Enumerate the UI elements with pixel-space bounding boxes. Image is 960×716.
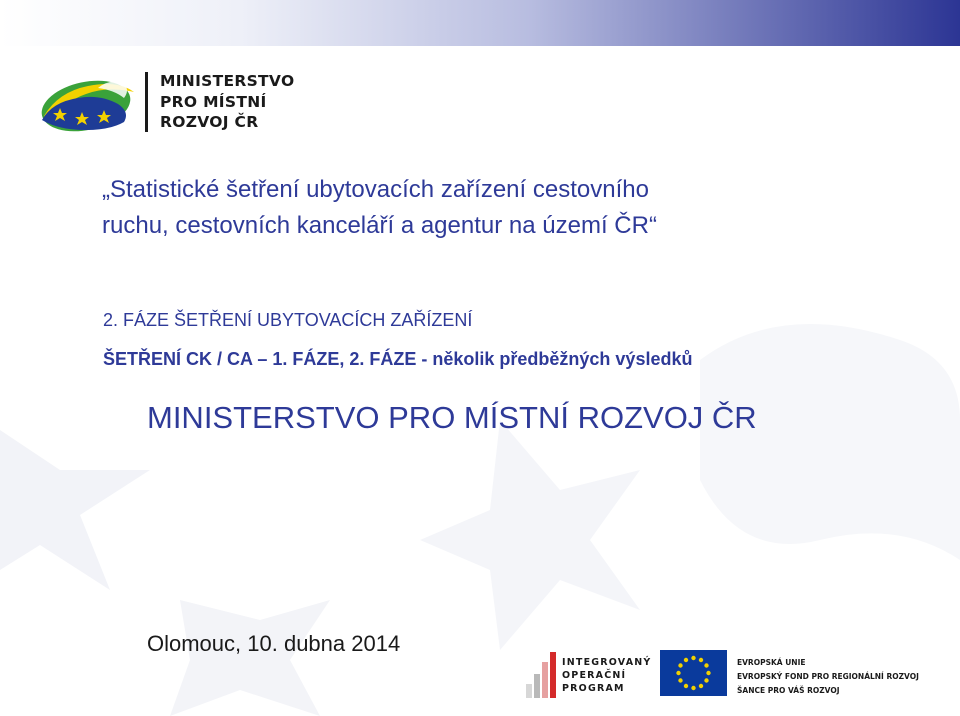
logo-line-3: ROZVOJ ČR xyxy=(160,113,259,131)
eu-flag-icon xyxy=(660,650,727,696)
ministry-logo-text xyxy=(160,71,340,133)
iop-logo xyxy=(526,652,652,698)
title-line-2: ruchu, cestovních kanceláří a agentur na území ČR“ xyxy=(102,212,657,239)
iop-line-1: INTEGROVANÝ xyxy=(562,657,652,668)
eu-line-2: EVROPSKÝ FOND PRO REGIONÁLNÍ ROZVOJ xyxy=(737,672,919,681)
eu-line-3: ŠANCE PRO VÁŠ ROZVOJ xyxy=(737,686,840,695)
iop-line-2: OPERAČNÍ xyxy=(562,670,627,681)
presentation-title xyxy=(102,172,902,244)
eu-line-1: EVROPSKÁ UNIE xyxy=(737,658,806,667)
eu-logo-text xyxy=(737,656,957,698)
logo-line-2: PRO MÍSTNÍ xyxy=(160,92,267,111)
survey-subtitle: ŠETŘENÍ CK / CA – 1. FÁZE, 2. FÁZE - několik předběžných výsledků xyxy=(103,349,693,369)
iop-logo-text xyxy=(562,656,651,695)
logo-divider xyxy=(145,72,148,132)
phase-heading: 2. FÁZE ŠETŘENÍ UBYTOVACÍCH ZAŘÍZENÍ xyxy=(103,310,473,330)
location-date: Olomouc, 10. dubna 2014 xyxy=(147,631,401,656)
mmr-emblem-icon xyxy=(38,72,138,134)
title-line-1: „Statistické šetření ubytovacích zařízení cestovního xyxy=(102,176,649,203)
ministry-name: MINISTERSTVO PRO MÍSTNÍ ROZVOJ ČR xyxy=(147,400,757,435)
iop-line-3: PROGRAM xyxy=(562,683,625,694)
iop-stripes-icon xyxy=(526,652,556,698)
logo-line-1: MINISTERSTVO xyxy=(160,72,295,90)
